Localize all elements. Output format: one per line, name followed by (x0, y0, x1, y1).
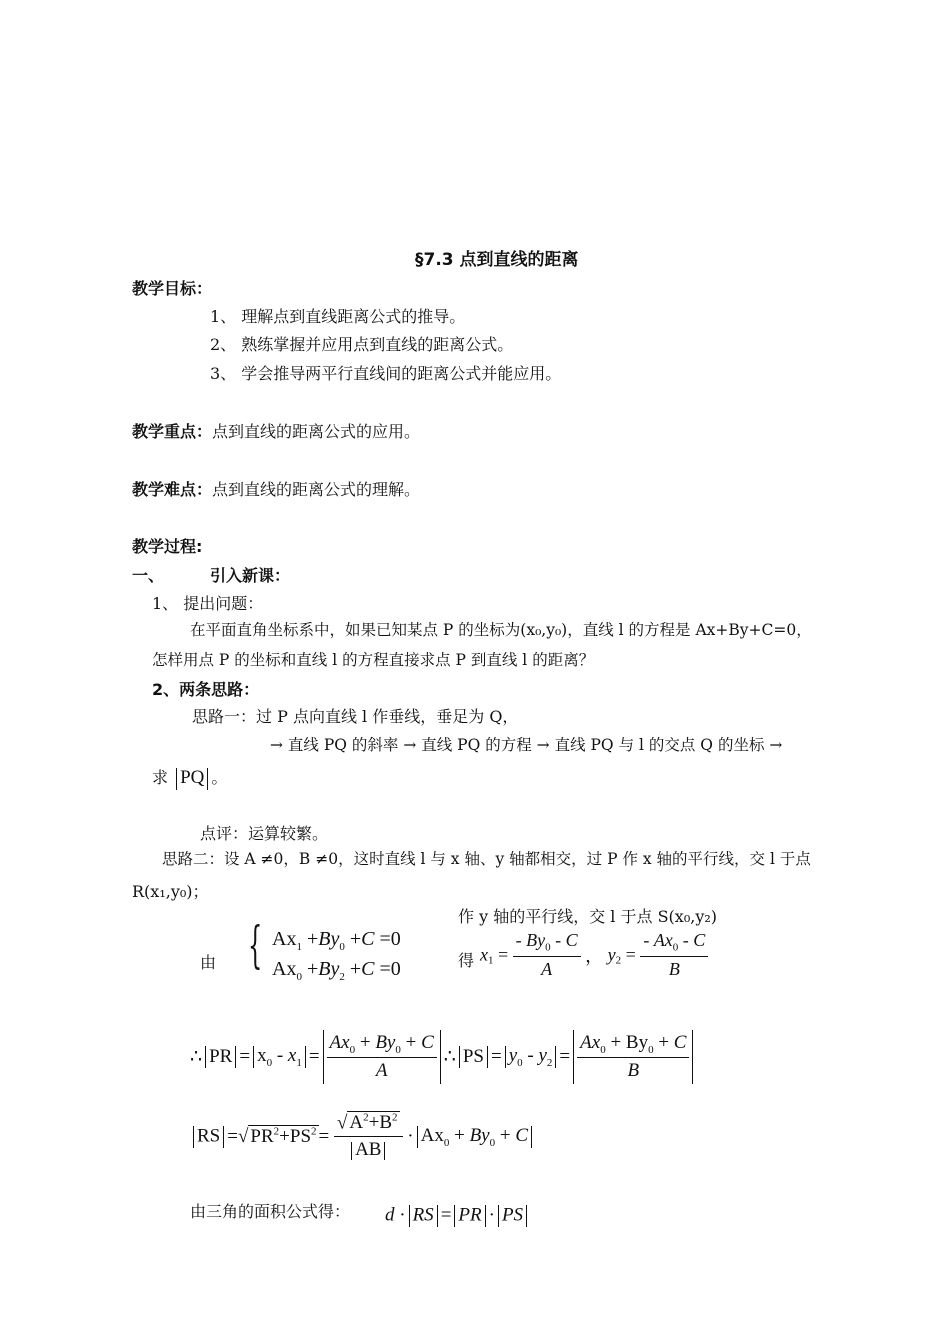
key-point (132, 419, 420, 442)
abs-bar (176, 768, 177, 790)
key-point-text: 点到直线的距离公式的应用。 (212, 422, 421, 441)
objective-item: 2、 熟练掌握并应用点到直线的距离公式。 (210, 335, 514, 354)
equation-1: $Ax_1 +By_0 +C =0$ (272, 928, 401, 953)
idea2-line: 作 y 轴的平行线，交 l 于点 S(x₀,y₂) (458, 907, 718, 926)
idea1-prefix: 求 (152, 768, 169, 787)
idea1-suffix: 。 (211, 768, 228, 787)
question-label: 1、 提出问题： (152, 594, 264, 613)
ideas-label: 2、两条思路： (152, 680, 260, 699)
pr-ps-formula: ∴ PR = $x_0 - x_1$ = $\frac{Ax_0 + By_0 + C}{A}$ ∴ PS = $y_0 - y_2$ = $\frac{Ax_0 + By_0 + C}{B}$ (190, 1030, 696, 1084)
comment: 点评：运算较繁。 (200, 824, 329, 843)
objective-item: 1、 理解点到直线距离公式的推导。 (210, 307, 466, 326)
difficulty-label: 教学难点： (132, 480, 213, 499)
area-formula: d · RS = PR · PS (385, 1204, 530, 1227)
difficulty-text: 点到直线的距离公式的理解。 (212, 480, 421, 499)
objective-item: 3、 学会推导两平行直线间的距离公式并能应用。 (210, 364, 562, 383)
key-point-label: 教学重点： (132, 422, 213, 441)
solution-x1: $x_1$ = $\frac{- By_0 - C}{A}$ ， $y_2$ = $\frac{- Ax_0 - C}{B}$ (480, 930, 708, 980)
get-label: 得 (458, 951, 475, 970)
question-line: 在平面直角坐标系中，如果已知某点 P 的坐标为(x₀,y₀)，直线 l 的方程是 Ax+By+C=0， (190, 621, 812, 639)
page-title: §7.3 点到直线的距离 (415, 250, 579, 270)
idea2-line: 思路二：设 A ≠0，B ≠0，这时直线 l 与 x 轴、y 轴都相交，过 P 作 x 轴的平行线，交 l 于点 (162, 850, 811, 868)
question-line: 怎样用点 P 的坐标和直线 l 的方程直接求点 P 到直线 l 的距离？ (152, 651, 595, 669)
idea1-line: → 直线 PQ 的斜率 → 直线 PQ 的方程 → 直线 PQ 与 l 的交点 Q 的坐标 → (270, 736, 783, 754)
by-label: 由 (200, 953, 217, 972)
rs-formula: RS =√ $PR^2+PS^2$ = $\frac{√ A^2+B^2}{AB}$ · $Ax_0 + By_0 + C$ (190, 1112, 535, 1161)
idea1-line: 思路一：过 P 点向直线 l 作垂线，垂足为 Q， (192, 707, 519, 726)
equation-2: $Ax_0 +By_2 +C =0$ (272, 958, 401, 983)
process-heading: 教学过程: (132, 537, 203, 556)
area-text: 由三角的面积公式得： (190, 1202, 351, 1221)
pq-text: PQ (180, 767, 205, 788)
difficulty (132, 477, 420, 500)
abs-bar (207, 768, 208, 790)
section-number: 一、 (132, 566, 165, 585)
idea2-line: R(x₁,y₀)； (132, 882, 209, 901)
idea1-result (152, 765, 227, 790)
section-title: 引入新课： (210, 566, 291, 585)
brace-icon: { (248, 916, 263, 974)
objectives-heading: 教学目标： (132, 279, 213, 298)
